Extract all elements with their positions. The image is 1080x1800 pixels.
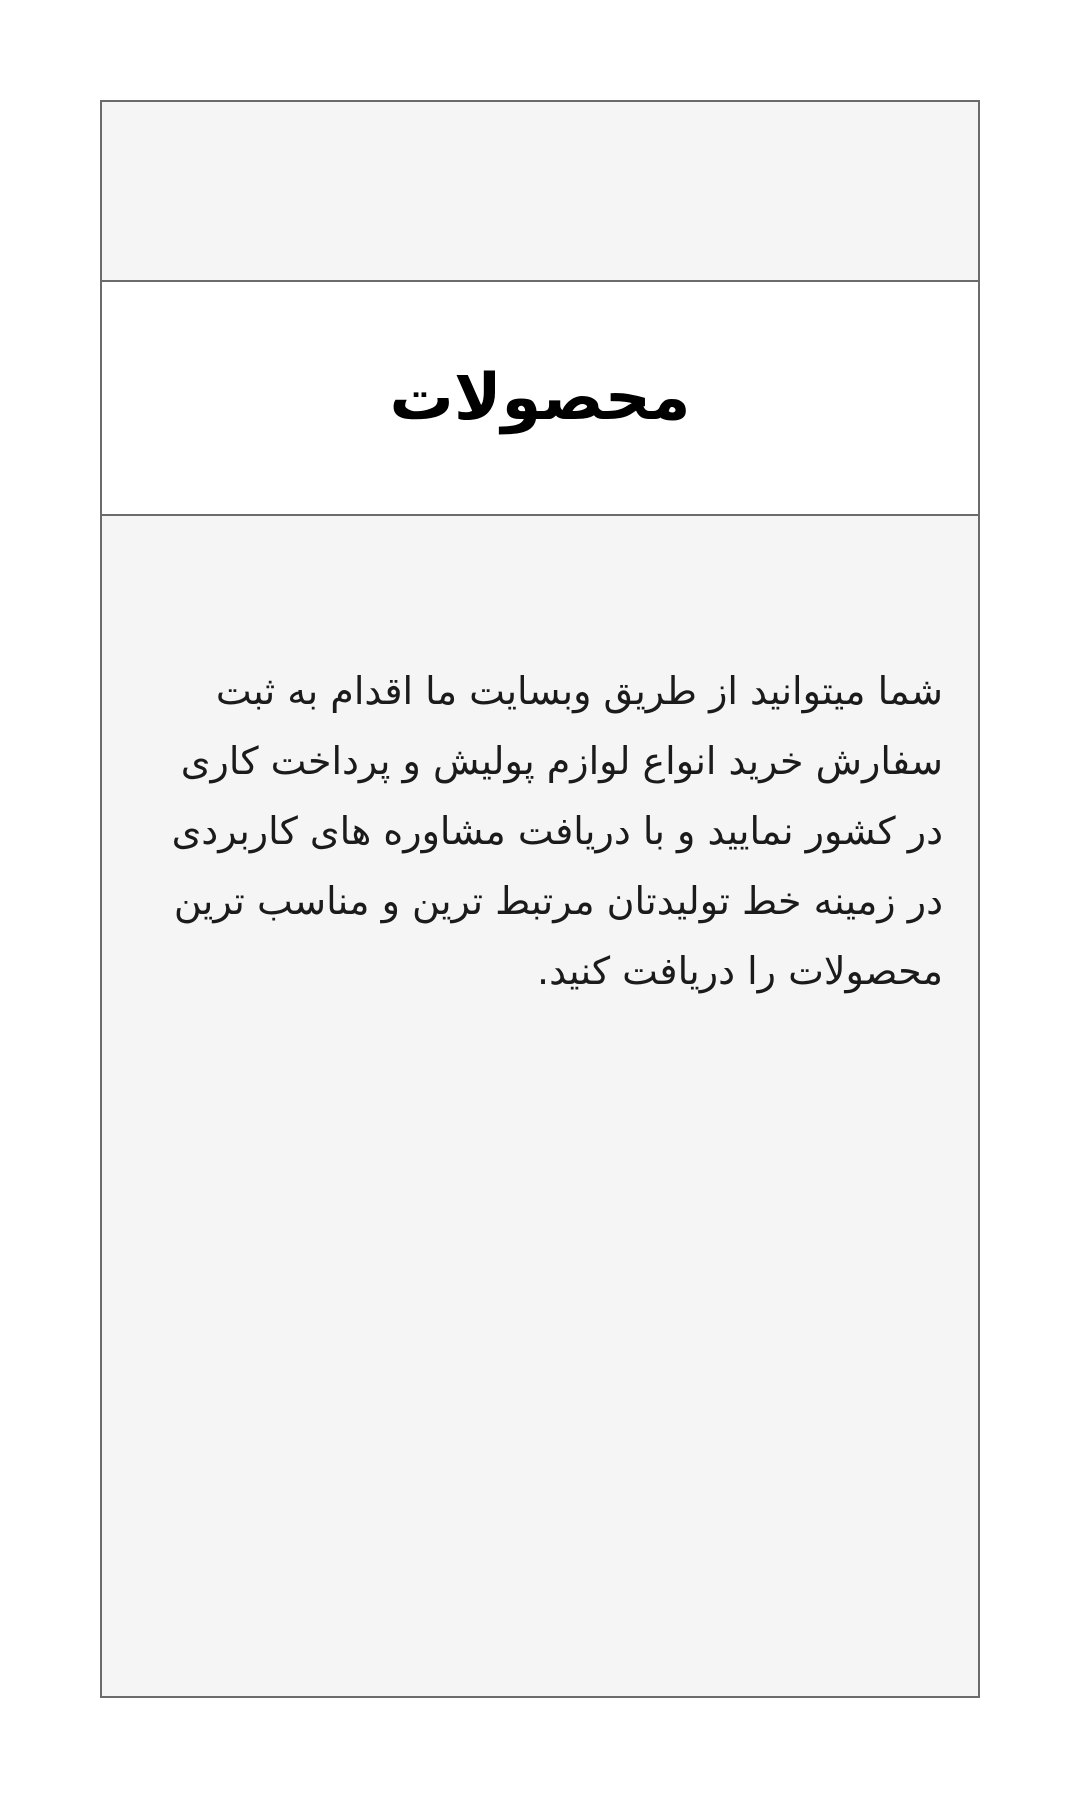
section-title: محصولات bbox=[389, 361, 691, 435]
products-panel bbox=[100, 100, 980, 1698]
panel-header-placeholder bbox=[102, 102, 978, 282]
description-section bbox=[102, 516, 978, 1692]
title-section bbox=[102, 282, 978, 516]
products-description-text: شما میتوانید از طریق وبسایت ما اقدام به ثبت سفارش خرید انواع لوازم پولیش و پرداخت کاری در کشور نمایید و با دریافت مشاوره های کاربردی در زمینه خط تولیدتان مرتبط ترین و مناسب ترین محصولات را دریافت کنید. bbox=[171, 669, 943, 993]
